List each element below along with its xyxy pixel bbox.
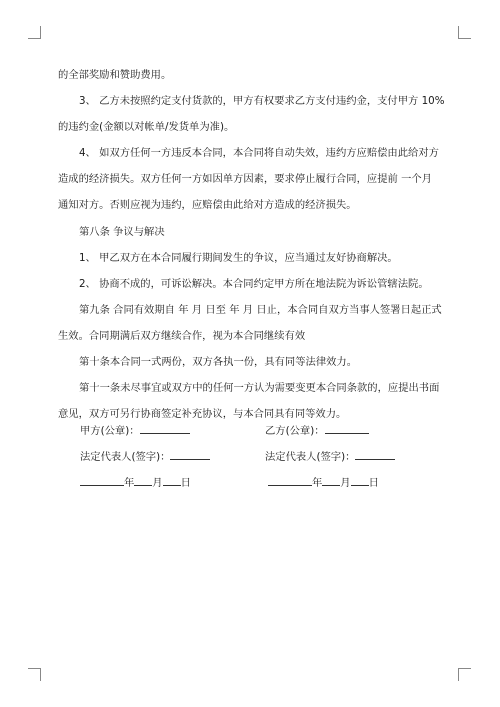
article-8-item-2: 2、 协商不成的，可诉讼解决。本合同约定甲方所在地法院为诉讼管辖法院。 bbox=[79, 277, 429, 290]
article-10: 第十条本合同一式两份，双方各执一份，具有同等法律效力。 bbox=[79, 356, 358, 369]
rep-b-blank bbox=[355, 449, 395, 460]
date-b bbox=[268, 474, 379, 489]
rep-a-blank bbox=[170, 449, 210, 460]
text-line: 通知对方。否则应视为违约，应赔偿由此给对方造成的经济损失。 bbox=[58, 199, 357, 212]
crop-mark-bottom-right bbox=[458, 668, 471, 681]
rep-b-sign bbox=[265, 448, 395, 463]
text-line: 的全部奖励和赞助费用。 bbox=[58, 69, 172, 81]
clause-4: 4、 如双方任何一方违反本合同，本合同将自动失效，违约方应赔偿由此给对方 bbox=[79, 147, 439, 160]
date-a bbox=[80, 474, 191, 489]
crop-mark-top-left bbox=[28, 26, 41, 39]
date-b-month-blank bbox=[322, 475, 340, 486]
rep-b-label: 法定代表人(签字)： bbox=[265, 451, 356, 463]
date-b-year: 年 bbox=[312, 477, 323, 489]
crop-mark-bottom-left bbox=[28, 668, 41, 681]
date-a-day: 日 bbox=[180, 477, 191, 489]
party-a-label: 甲方(公章)： bbox=[80, 425, 140, 437]
rep-a-label: 法定代表人(签字)： bbox=[80, 451, 171, 463]
date-a-day-blank bbox=[163, 475, 181, 486]
date-a-year-blank bbox=[80, 475, 124, 486]
date-a-month-blank bbox=[134, 475, 152, 486]
party-a-blank bbox=[140, 423, 190, 434]
crop-mark-top-right bbox=[458, 26, 471, 39]
party-b-seal bbox=[265, 422, 369, 437]
date-b-month: 月 bbox=[340, 477, 351, 489]
date-a-year: 年 bbox=[124, 477, 135, 489]
date-b-year-blank bbox=[268, 475, 312, 486]
date-b-day-blank bbox=[351, 475, 369, 486]
party-b-label: 乙方(公章)： bbox=[265, 425, 325, 437]
date-a-month: 月 bbox=[152, 477, 163, 489]
text-line: 意见，双方可另行协商签定补充协议，与本合同具有同等效力。 bbox=[58, 408, 347, 421]
article-8-heading: 第八条 争议与解决 bbox=[79, 225, 165, 238]
article-11: 第十一条未尽事宜或双方中的任何一方认为需要变更本合同条款的，应提出书面 bbox=[79, 382, 440, 395]
article-9: 第九条 合同有效期自 年 月 日至 年 月 日止，本合同自双方当事人签署日起正式 bbox=[79, 303, 442, 316]
text-line: 造成的经济损失。双方任何一方如因单方因素，要求停止履行合同，应提前 一个月 bbox=[58, 173, 432, 186]
party-a-seal bbox=[80, 422, 190, 437]
rep-a-sign bbox=[80, 448, 210, 463]
party-b-blank bbox=[325, 423, 369, 434]
article-8-item-1: 1、 甲乙双方在本合同履行期间发生的争议，应当通过友好协商解决。 bbox=[79, 251, 398, 264]
contract-body bbox=[58, 62, 450, 427]
date-b-day: 日 bbox=[368, 477, 379, 489]
text-line: 生效。合同期满后双方继续合作，视为本合同继续有效 bbox=[58, 329, 306, 342]
text-line: 的违约金(金额以对帐单/发货单为准)。 bbox=[58, 121, 235, 134]
clause-3: 3、 乙方未按照约定支付货款的，甲方有权要求乙方支付违约金，支付甲方 10% bbox=[79, 95, 445, 108]
